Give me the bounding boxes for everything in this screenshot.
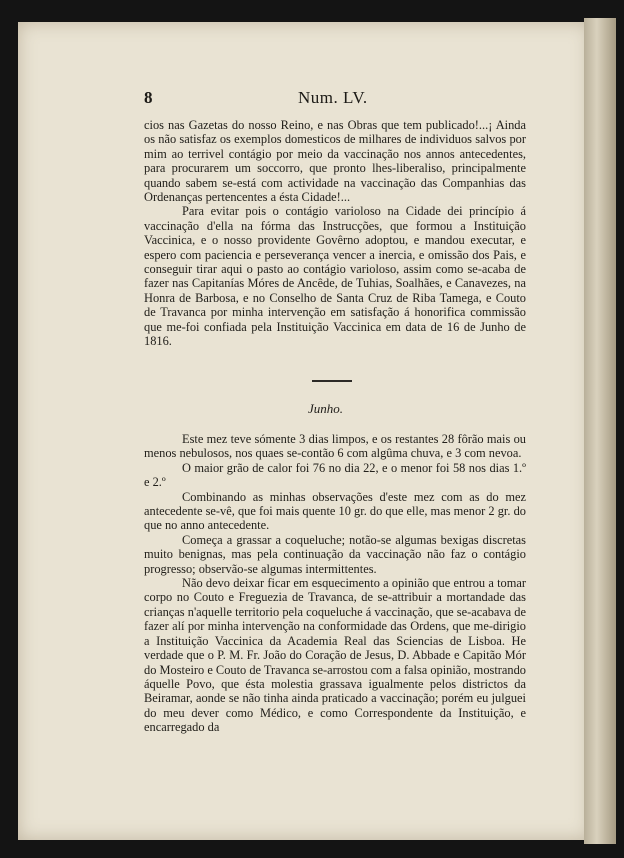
running-title: Num. LV. [298,88,368,107]
section-divider-rule [312,380,352,382]
page-header [144,88,544,112]
section-heading-junho: Junho. [308,401,344,416]
intro-text-block [144,118,526,349]
intro-paragraph: Para evitar pois o contágio varioloso na Cidade dei princípio á vaccinação d'ella na fórma das Instrucções, que formou a Instituição Vaccinica, e o nosso providente Govêrno adoptou, e mandou executar, e espero com paciencia e perseverança vencer a inercia, e omissão dos Pais, e conseguir tirar aqui o pasto ao contágio varioloso, assim como se-acaba de fazer nas Capitanías Móres de Ancêde, de Tuhias, Soalhães, e Canavezes, na Honra de Barbosa, e no Conselho de Santa Cruz de Riba Tamega, e Couto de Travanca por minha intervenção em satisfação á honorifica commissão que me-foi confiada pela Instituição Vaccinica em data de 16 de Junho de 1816. [144,204,526,349]
june-paragraph: O maior grão de calor foi 76 no dia 22, e o menor foi 58 nos dias 1.º e 2.º [144,460,526,490]
intro-paragraph: cios nas Gazetas do nosso Reino, e nas Obras que tem publicado!...¡ Ainda os não satisfaz os exemplos domesticos de milhares de individuos salvos por mim ao terrivel contágio por meio da vaccinação nos annos antecedentes, para procurarem um soccorro, que pronto lhes-liberaliso, principalmente quando sabem se-está com actividade na vaccinação das Companhias das Ordenanças pertencentes a ésta Cidade!... [144,118,526,205]
june-paragraph: Começa a grassar a coqueluche; notão-se algumas bexigas discretas muito benignas, mas pela continuação da vaccinação não faz o contágio progresso; observão-se algumas intermittentes. [144,532,526,576]
book-spine-edge [584,18,616,844]
june-text-block [144,432,526,735]
june-paragraph: Este mez teve sómente 3 dias limpos, e os restantes 28 fôrão mais ou menos nebulosos, nos quaes se-contão 6 com algûma chuva, e 3 com nevoa. [144,432,526,461]
june-paragraph: Não devo deixar ficar em esquecimento a opinião que entrou a tomar corpo no Couto e Freguezia de Travanca, de se-attribuir a mortandade das crianças n'aquelle territorio pela coqueluche á vaccinação, que se-acabava de fazer alí por minha intervenção na conformidade das Ordens, que me-dirigio a Instituição Vaccinica da Academia Real das Sciencias de Lisboa. He verdade que o P. M. Fr. João do Coração de Jesus, D. Abbade e Capitão Mór do Mosteiro e Couto de Travanca se-arrostou com a falsa opinião, mostrando áquelle Povo, que ésta molestia grassava igualmente pelos districtos da Beiramar, aonde se não tinha ainda praticado a vaccinação; porém eu julguei do meu dever como Médico, e como Correspondente da Instituição, e encarregado da [144,576,526,735]
june-paragraph: Combinando as minhas observações d'este mez com as do mez antecedente se-vê, que foi mais quente 10 gr. do que elle, mas menor 2 gr. do que no anno antecedente. [144,489,526,533]
page-number: 8 [144,88,153,107]
